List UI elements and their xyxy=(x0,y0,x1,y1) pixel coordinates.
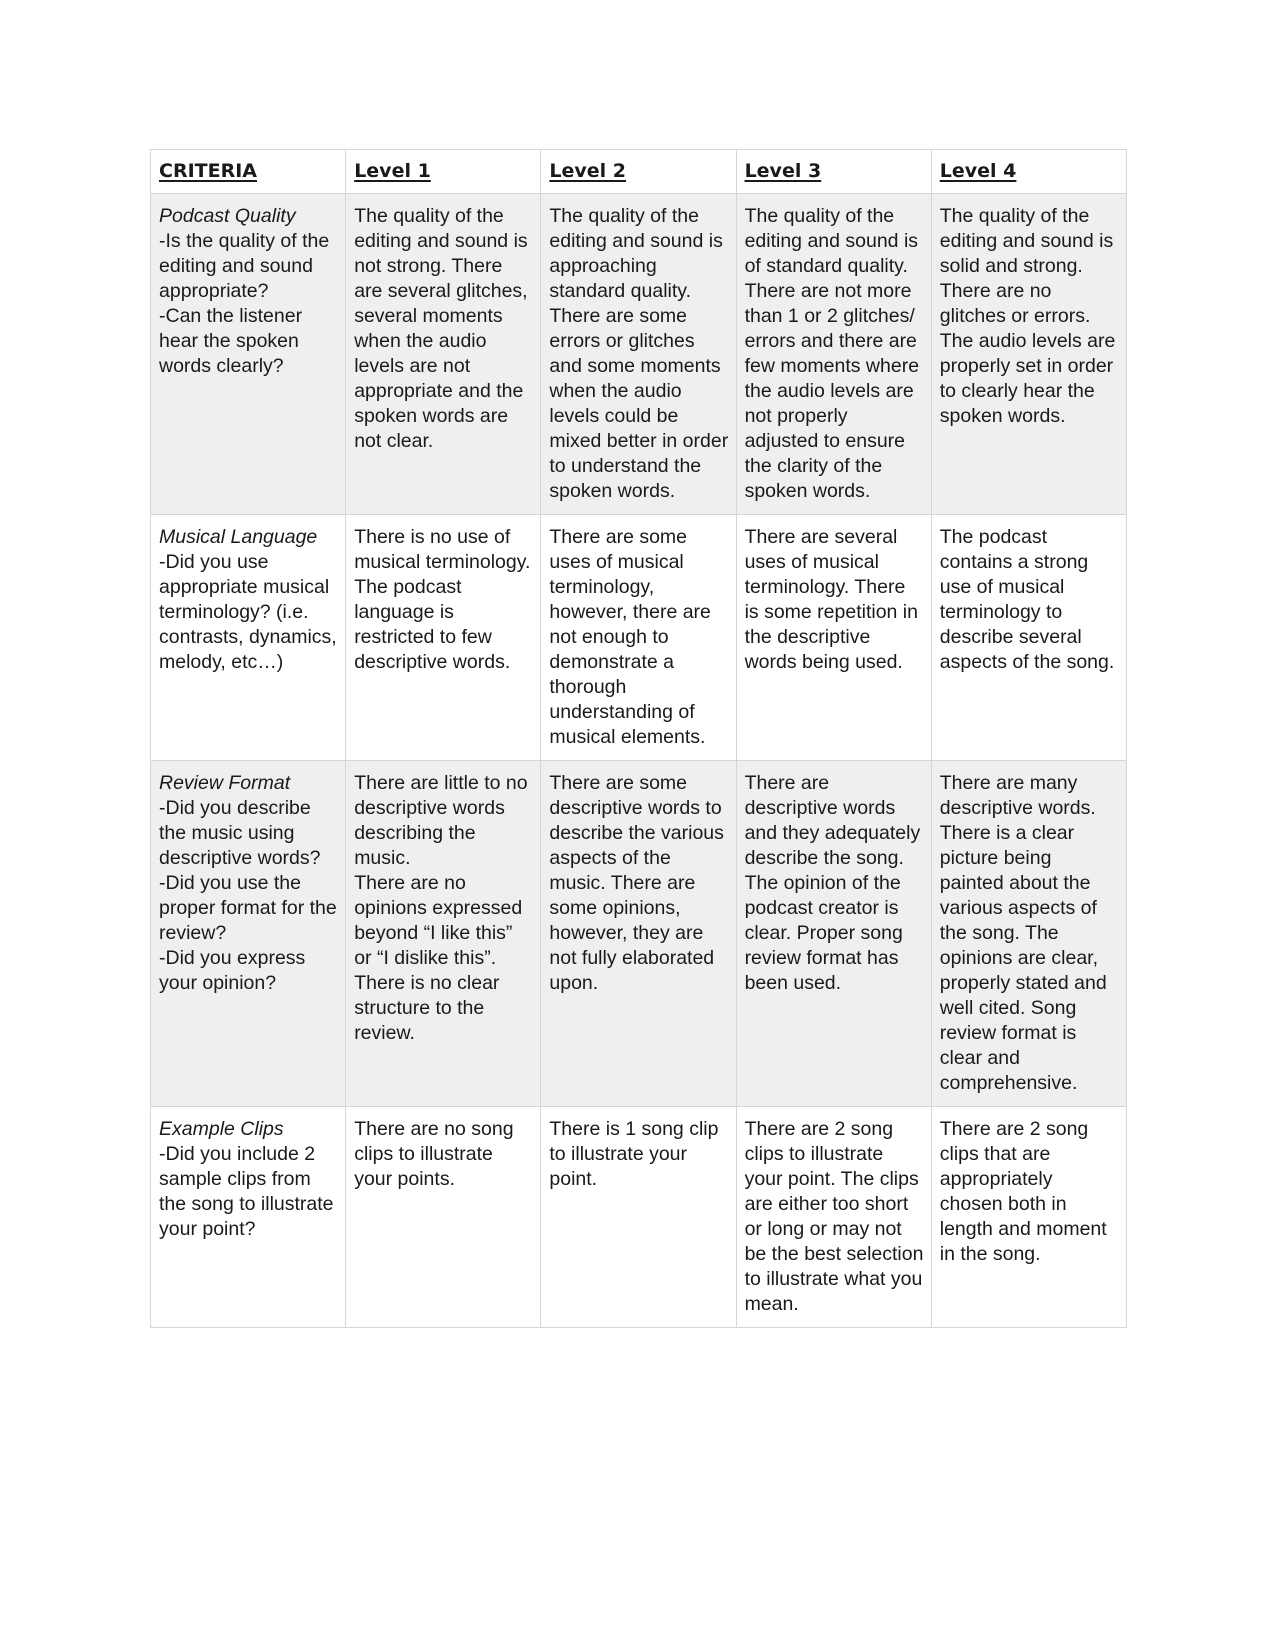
level-description: There are little to no descriptive words describing the music. There are no opinions expressed beyond “I like this” or “I dislike this”. There is no clear structure to the review. xyxy=(354,772,528,1044)
level-description: There are some uses of musical terminology, however, there are not enough to demonstrate a thorough understanding of musical elements. xyxy=(549,526,711,748)
criteria-title: Musical Language xyxy=(159,526,318,548)
table-row xyxy=(151,761,1127,1107)
level-2-cell xyxy=(541,1107,736,1328)
rubric-table xyxy=(150,149,1127,1328)
level-1-cell xyxy=(346,1107,541,1328)
level-2-cell xyxy=(541,761,736,1107)
level-description: There are 2 song clips to illustrate your point. The clips are either too short or long or may not be the best selection to illustrate what you mean. xyxy=(744,1118,924,1315)
level-description: There are 2 song clips that are appropriately chosen both in length and moment in the song. xyxy=(939,1118,1107,1265)
criteria-questions: -Is the quality of the editing and sound appropriate? -Can the listener hear the spoken words clearly? xyxy=(159,230,330,377)
level-1-cell xyxy=(346,761,541,1107)
level-3-cell xyxy=(736,515,931,761)
criteria-questions: -Did you describe the music using descriptive words? -Did you use the proper format for the review? -Did you express your opinion? xyxy=(159,797,337,994)
criteria-cell xyxy=(151,515,346,761)
criteria-title: Example Clips xyxy=(159,1118,284,1140)
level-1-cell xyxy=(346,515,541,761)
level-2-header: Level 2 xyxy=(541,150,736,194)
level-description: The quality of the editing and sound is not strong. There are several glitches, several moments when the audio levels are not appropriate and the spoken words are not clear. xyxy=(354,205,528,452)
level-3-cell xyxy=(736,194,931,515)
level-2-cell xyxy=(541,515,736,761)
level-3-cell xyxy=(736,761,931,1107)
level-2-cell xyxy=(541,194,736,515)
criteria-cell xyxy=(151,194,346,515)
level-4-cell xyxy=(931,194,1126,515)
level-3-cell xyxy=(736,1107,931,1328)
level-description: The quality of the editing and sound is approaching standard quality. There are some errors or glitches and some moments when the audio levels could be mixed better in order to understand the spoken words. xyxy=(549,205,729,502)
level-4-cell xyxy=(931,761,1126,1107)
level-3-header: Level 3 xyxy=(736,150,931,194)
level-description: There are descriptive words and they adequately describe the song. The opinion of the podcast creator is clear. Proper song review format has been used. xyxy=(744,772,921,994)
header-row xyxy=(151,150,1127,194)
criteria-cell xyxy=(151,1107,346,1328)
criteria-questions: -Did you use appropriate musical terminology? (i.e. contrasts, dynamics, melody, etc…) xyxy=(159,551,337,673)
table-row xyxy=(151,1107,1127,1328)
level-4-cell xyxy=(931,515,1126,761)
level-description: The podcast contains a strong use of musical terminology to describe several aspects of the song. xyxy=(939,526,1115,673)
criteria-header: CRITERIA xyxy=(151,150,346,194)
level-4-cell xyxy=(931,1107,1126,1328)
level-description: There is 1 song clip to illustrate your point. xyxy=(549,1118,719,1190)
criteria-questions: -Did you include 2 sample clips from the song to illustrate your point? xyxy=(159,1143,334,1240)
level-description: There are some descriptive words to describe the various aspects of the music. There are some opinions, however, they are not fully elaborated upon. xyxy=(549,772,724,994)
table-row xyxy=(151,194,1127,515)
table-row xyxy=(151,515,1127,761)
level-1-cell xyxy=(346,194,541,515)
criteria-cell xyxy=(151,761,346,1107)
level-description: The quality of the editing and sound is of standard quality. There are not more than 1 or 2 glitches/ errors and there are few moments where the audio levels are not properly adjusted to ensure the clarity of the spoken words. xyxy=(744,205,920,502)
criteria-title: Podcast Quality xyxy=(159,205,296,227)
level-description: There are many descriptive words. There is a clear picture being painted about the various aspects of the song. The opinions are clear, properly stated and well cited. Song review format is clear and comprehensive. xyxy=(939,772,1107,1094)
level-1-header: Level 1 xyxy=(346,150,541,194)
level-description: There are no song clips to illustrate your points. xyxy=(354,1118,514,1190)
level-description: There is no use of musical terminology. The podcast language is restricted to few descriptive words. xyxy=(354,526,531,673)
level-description: There are several uses of musical terminology. There is some repetition in the descriptive words being used. xyxy=(744,526,918,673)
criteria-title: Review Format xyxy=(159,772,291,794)
level-4-header: Level 4 xyxy=(931,150,1126,194)
level-description: The quality of the editing and sound is solid and strong. There are no glitches or errors. The audio levels are properly set in order to clearly hear the spoken words. xyxy=(939,205,1116,427)
